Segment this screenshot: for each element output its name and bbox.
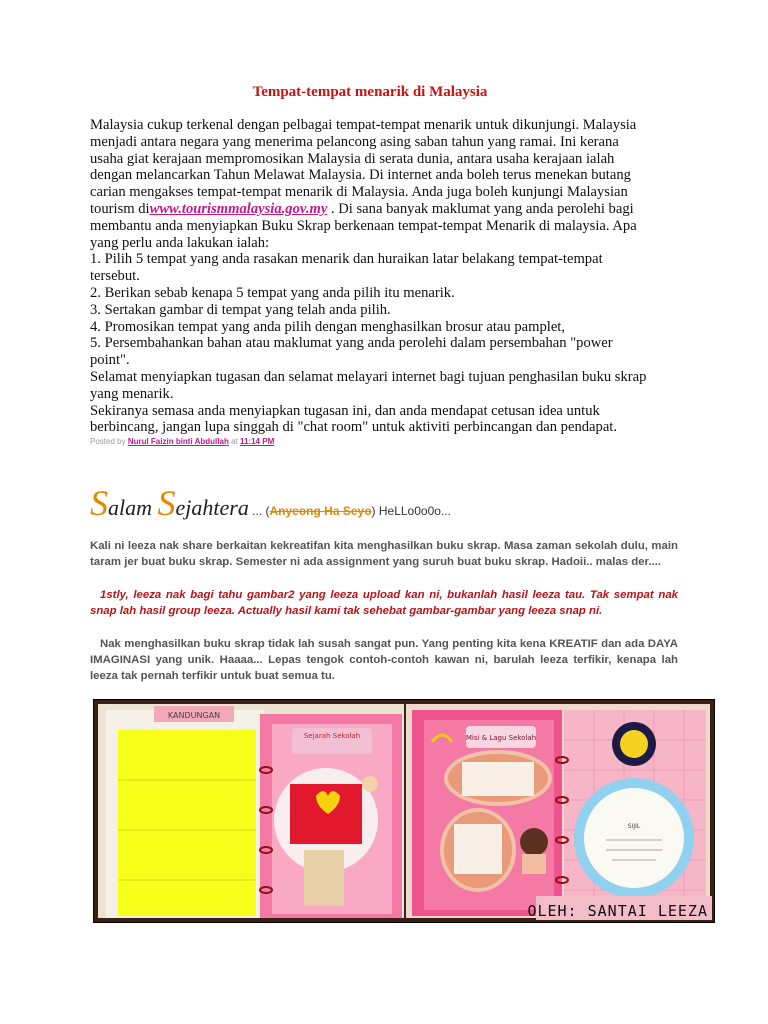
author-link[interactable]: Nurul Faizin binti Abdullah xyxy=(127,437,229,447)
paragraph-note: 1stly, leeza nak bagi tahu gambar2 yang leeza upload kan ni, bukanlah hasil leeza tau. Tak sempat nak snap lah hasil group leeza. Actually hasil kami tak sehebat gambar-gambar yang leeza snap ni. xyxy=(90,589,678,617)
closing-1: Selamat menyiapkan tugasan dan selamat melayari internet bagi tujuan penghasilan buku skrap yang menarik. xyxy=(90,368,647,402)
greeting-hello: ) HeLLo0o0o... xyxy=(371,504,451,518)
post-body xyxy=(90,117,650,436)
greeting-word-1: alam xyxy=(108,495,158,520)
post-time-link[interactable]: 11:14 PM xyxy=(239,437,275,447)
post-tempat-menarik xyxy=(90,84,650,446)
post-title[interactable]: Tempat-tempat menarik di Malaysia xyxy=(252,84,488,100)
at-label: at xyxy=(231,437,238,447)
intro-text: Malaysia cukup terkenal dengan pelbagai tempat-tempat menarik untuk dikunjungi. Malaysia menjadi antara negara yang menerima pelancong asing saban tahun yang ramai. Ini kerana usaha giat kerajaan mempromosikan Malaysia di serata dunia, antara usaha kerajaan ialah dengan melancarkan Tahun Melawat Malaysia. Di internet anda boleh terus menekan butang carian mengakses tempat-tempat menarik di Malaysia. Anda juga boleh kunjungi Malaysian tourism di xyxy=(90,117,637,217)
step-1: 1. Pilih 5 tempat yang anda rasakan menarik dan huraikan latar belakang tempat-tempat tersebut. xyxy=(90,251,603,285)
greeting-heading xyxy=(90,482,678,524)
tourism-link[interactable]: www.tourismmalaysia.gov.my xyxy=(149,200,328,217)
paragraph-intro: Kali ni leeza nak share berkaitan kekreatifan kita menghasilkan buku skrap. Masa zaman sekolah dulu, main taram jer buat buku skrap. Semester ni ada assignment yang suruh buat buku skrap. Hadoii.. malas der.... xyxy=(90,540,678,568)
closing-2: Sekiranya semasa anda menyiapkan tugasan ini, dan anda mendapat cetusan idea untuk berbincang, jangan lupa singgah di "chat room" untuk aktiviti perbincangan dan pendapat. xyxy=(90,402,617,436)
greeting-initial-s1: S xyxy=(90,483,108,523)
post-buku-skrap xyxy=(90,482,678,684)
step-2: 2. Berikan sebab kenapa 5 tempat yang anda pilih itu menarik. xyxy=(90,284,455,301)
scrapbook-photo[interactable] xyxy=(93,699,715,923)
post-footer xyxy=(90,437,650,446)
photo-watermark-caption: OLEH: SANTAI LEEZA xyxy=(527,902,708,920)
greeting-initial-s2: S xyxy=(157,483,176,523)
intro-paragraph xyxy=(90,117,650,251)
scrapbook-illustration xyxy=(94,700,714,922)
greeting-word-2: ejahtera xyxy=(175,495,249,520)
greeting-strikethrough: Anyeong Ha Seyo xyxy=(269,504,372,518)
misi-label: Misi & Lagu Sekolah xyxy=(465,734,537,742)
sijil-label: SIJIL xyxy=(627,823,641,830)
kandungan-label: KANDUNGAN xyxy=(167,711,221,720)
step-3: 3. Sertakan gambar di tempat yang telah anda pilih. xyxy=(90,301,391,318)
sejarah-label: Sejarah Sekolah xyxy=(303,732,361,740)
paragraph-tips: Nak menghasilkan buku skrap tidak lah susah sangat pun. Yang penting kita kena KREATIF dan ada DAYA IMAGINASI yang unik. Haaaa... Lepas tengok contoh-contoh kawan ni, barulah leeza terfikir, kenapa lah leeza tak pernah terfikir untuk buat semua tu. xyxy=(90,638,678,682)
step-4: 4. Promosikan tempat yang anda pilih dengan menghasilkan brosur atau pamplet, xyxy=(90,318,565,335)
posted-by-label: Posted by xyxy=(90,437,126,447)
intro-text-after-link: . Di sana banyak maklumat yang anda perolehi bagi membantu anda menyiapkan Buku Skrap berkenaan tempat-tempat Menarik di malaysia. Apa yang perlu anda lakukan ialah: xyxy=(90,200,637,251)
greeting-dots: ... ( xyxy=(248,504,270,518)
step-5: 5. Persembahankan bahan atau maklumat yang anda perolehi dalam persembahan "power point". xyxy=(90,335,613,369)
